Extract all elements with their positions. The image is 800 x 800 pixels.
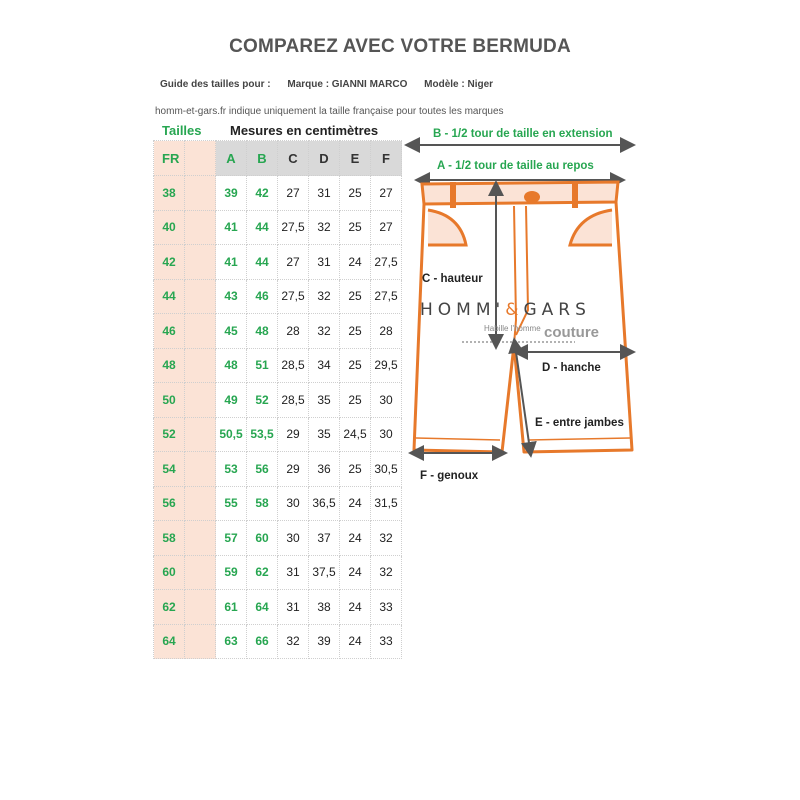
col-header-spacer [185, 141, 216, 176]
cell-e: 24 [340, 555, 371, 590]
cell-e: 25 [340, 452, 371, 487]
cell-spacer [185, 486, 216, 521]
table-row [154, 279, 402, 314]
cell-a: 50,5 [216, 417, 247, 452]
brand-tagline: Habille l'homme [484, 324, 541, 333]
brand-logo: HOMM'&GARS [420, 300, 591, 320]
cell-e: 25 [340, 210, 371, 245]
table-row [154, 314, 402, 349]
table-header-row [154, 141, 402, 176]
cell-e: 25 [340, 383, 371, 418]
cell-c: 31 [278, 590, 309, 625]
cell-e: 24 [340, 521, 371, 556]
cell-fr: 52 [154, 417, 185, 452]
cell-a: 55 [216, 486, 247, 521]
cell-f: 32 [371, 555, 402, 590]
cell-c: 27,5 [278, 279, 309, 314]
cell-b: 44 [247, 210, 278, 245]
cell-e: 25 [340, 348, 371, 383]
cell-fr: 48 [154, 348, 185, 383]
cell-d: 32 [309, 314, 340, 349]
cell-c: 29 [278, 417, 309, 452]
table-row [154, 245, 402, 280]
cell-a: 63 [216, 624, 247, 659]
cell-d: 38 [309, 590, 340, 625]
col-header-fr: FR [154, 141, 185, 176]
cell-c: 30 [278, 521, 309, 556]
cell-a: 45 [216, 314, 247, 349]
cell-f: 30,5 [371, 452, 402, 487]
cell-fr: 60 [154, 555, 185, 590]
cell-spacer [185, 555, 216, 590]
label-c: C - hauteur [422, 273, 483, 285]
size-note: homm-et-gars.fr indique uniquement la taille française pour toutes les marques [155, 106, 504, 117]
cell-c: 27 [278, 245, 309, 280]
col-header-f: F [371, 141, 402, 176]
guide-label: Guide des tailles pour : [160, 79, 271, 90]
cell-spacer [185, 452, 216, 487]
label-d: D - hanche [542, 362, 601, 374]
cell-fr: 44 [154, 279, 185, 314]
cell-f: 33 [371, 590, 402, 625]
cell-c: 27,5 [278, 210, 309, 245]
table-row [154, 590, 402, 625]
cell-b: 52 [247, 383, 278, 418]
cell-fr: 64 [154, 624, 185, 659]
cell-e: 24 [340, 590, 371, 625]
mesures-heading: Mesures en centimètres [230, 123, 379, 138]
cell-c: 28,5 [278, 383, 309, 418]
size-guide-line [160, 79, 507, 90]
cell-fr: 54 [154, 452, 185, 487]
cell-d: 37,5 [309, 555, 340, 590]
cell-d: 37 [309, 521, 340, 556]
cell-spacer [185, 590, 216, 625]
brand-couture: couture [544, 324, 600, 341]
label-e: E - entre jambes [535, 417, 624, 429]
cell-b: 58 [247, 486, 278, 521]
cell-fr: 50 [154, 383, 185, 418]
cell-f: 32 [371, 521, 402, 556]
cell-a: 41 [216, 245, 247, 280]
cell-f: 27,5 [371, 279, 402, 314]
belt-loop-right [572, 182, 578, 208]
cell-d: 36 [309, 452, 340, 487]
cell-f: 31,5 [371, 486, 402, 521]
cell-f: 30 [371, 383, 402, 418]
table-row [154, 348, 402, 383]
cell-b: 44 [247, 245, 278, 280]
cell-c: 29 [278, 452, 309, 487]
cell-a: 39 [216, 176, 247, 211]
cell-e: 24 [340, 486, 371, 521]
tailles-heading: Tailles [162, 123, 202, 138]
cell-spacer [185, 521, 216, 556]
size-table [153, 140, 402, 659]
col-header-d: D [309, 141, 340, 176]
cell-b: 60 [247, 521, 278, 556]
cell-fr: 46 [154, 314, 185, 349]
cell-c: 28 [278, 314, 309, 349]
cell-b: 64 [247, 590, 278, 625]
table-row [154, 486, 402, 521]
table-row [154, 417, 402, 452]
table-row [154, 383, 402, 418]
cell-b: 56 [247, 452, 278, 487]
cell-e: 24 [340, 245, 371, 280]
cell-a: 41 [216, 210, 247, 245]
cell-spacer [185, 348, 216, 383]
cell-e: 24 [340, 624, 371, 659]
brand-name: Marque : GIANNI MARCO [287, 79, 408, 90]
col-header-c: C [278, 141, 309, 176]
cell-fr: 40 [154, 210, 185, 245]
label-f: F - genoux [420, 470, 479, 482]
cell-spacer [185, 245, 216, 280]
cell-d: 36,5 [309, 486, 340, 521]
cell-spacer [185, 417, 216, 452]
cell-b: 51 [247, 348, 278, 383]
cell-b: 48 [247, 314, 278, 349]
label-b: B - 1/2 tour de taille en extension [433, 128, 613, 140]
cell-fr: 38 [154, 176, 185, 211]
cell-b: 46 [247, 279, 278, 314]
pocket-right [570, 210, 612, 245]
cell-d: 31 [309, 245, 340, 280]
cell-a: 59 [216, 555, 247, 590]
cell-d: 35 [309, 383, 340, 418]
cell-fr: 58 [154, 521, 185, 556]
cell-d: 35 [309, 417, 340, 452]
cell-fr: 62 [154, 590, 185, 625]
cell-c: 31 [278, 555, 309, 590]
table-row [154, 452, 402, 487]
cell-f: 30 [371, 417, 402, 452]
col-header-e: E [340, 141, 371, 176]
button-icon [524, 191, 540, 203]
label-a: A - 1/2 tour de taille au repos [437, 160, 594, 172]
cell-e: 25 [340, 279, 371, 314]
cell-d: 32 [309, 210, 340, 245]
cell-b: 42 [247, 176, 278, 211]
cell-spacer [185, 279, 216, 314]
model-name: Modèle : Niger [424, 79, 494, 90]
table-row [154, 210, 402, 245]
cell-b: 62 [247, 555, 278, 590]
cell-d: 39 [309, 624, 340, 659]
cell-spacer [185, 383, 216, 418]
cell-spacer [185, 210, 216, 245]
cell-c: 32 [278, 624, 309, 659]
col-header-b: B [247, 141, 278, 176]
cell-f: 27 [371, 176, 402, 211]
cell-f: 33 [371, 624, 402, 659]
cell-spacer [185, 314, 216, 349]
size-table-body [154, 176, 402, 659]
bermuda-diagram [400, 120, 800, 500]
cell-a: 53 [216, 452, 247, 487]
table-row [154, 624, 402, 659]
cell-a: 48 [216, 348, 247, 383]
col-header-a: A [216, 141, 247, 176]
cell-c: 27 [278, 176, 309, 211]
cell-fr: 56 [154, 486, 185, 521]
cell-b: 66 [247, 624, 278, 659]
cell-d: 31 [309, 176, 340, 211]
cell-b: 53,5 [247, 417, 278, 452]
cell-spacer [185, 624, 216, 659]
cell-c: 28,5 [278, 348, 309, 383]
cell-e: 24,5 [340, 417, 371, 452]
table-row [154, 555, 402, 590]
cell-f: 29,5 [371, 348, 402, 383]
cell-f: 28 [371, 314, 402, 349]
cell-f: 27 [371, 210, 402, 245]
table-row [154, 521, 402, 556]
belt-loop-left [450, 182, 456, 208]
cell-a: 43 [216, 279, 247, 314]
cell-e: 25 [340, 176, 371, 211]
cell-spacer [185, 176, 216, 211]
cell-a: 49 [216, 383, 247, 418]
cell-a: 57 [216, 521, 247, 556]
cell-fr: 42 [154, 245, 185, 280]
cell-e: 25 [340, 314, 371, 349]
page-title: COMPAREZ AVEC VOTRE BERMUDA [229, 36, 571, 57]
cell-c: 30 [278, 486, 309, 521]
pocket-left [428, 210, 466, 245]
table-row [154, 176, 402, 211]
cell-a: 61 [216, 590, 247, 625]
cell-d: 32 [309, 279, 340, 314]
cell-f: 27,5 [371, 245, 402, 280]
cell-d: 34 [309, 348, 340, 383]
